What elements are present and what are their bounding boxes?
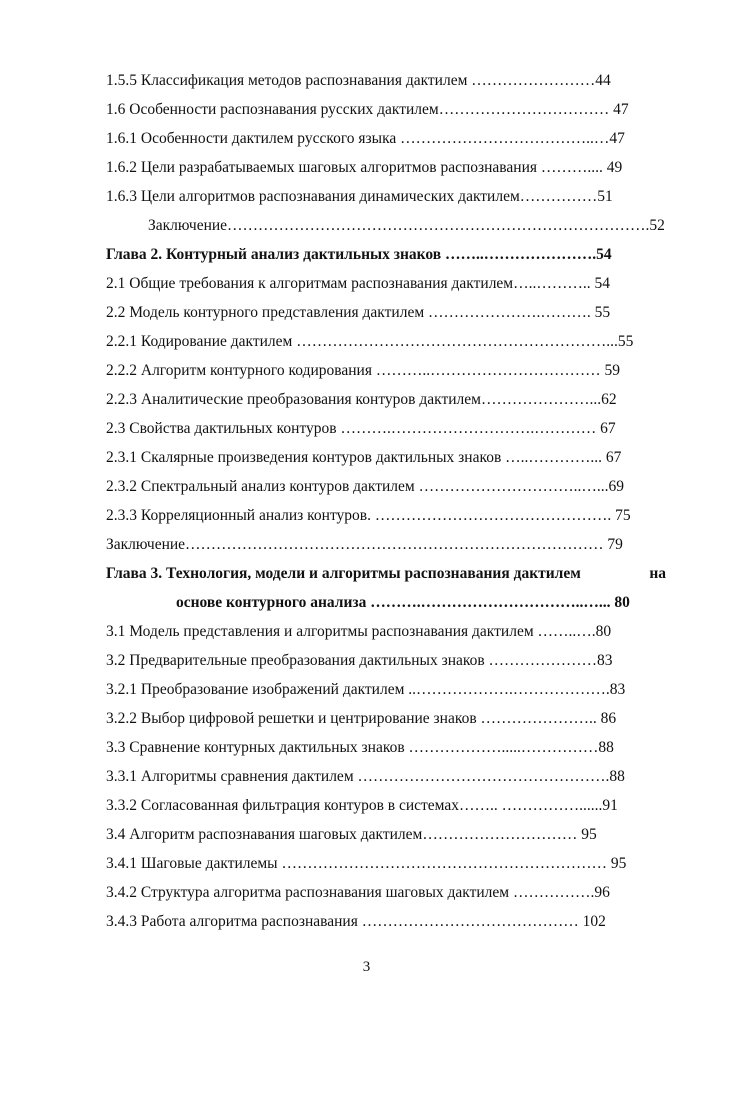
toc-entry-3-4: 3.4 Алгоритм распознавания шаговых дактилем………………………… 95	[106, 826, 597, 843]
toc-entry-1-6: 1.6 Особенности распознавания русских дактилем…………………………… 47	[106, 101, 629, 118]
page-number: 3	[362, 959, 371, 975]
toc-entry-3-2: 3.2 Предварительные преобразования дактильных знаков …………………83	[106, 652, 613, 669]
toc-entry-2-2-3: 2.2.3 Аналитические преобразования контуров дактилем…………………...62	[106, 391, 617, 408]
toc-entry-chapter-3-continued: основе контурного анализа ……….…………………………..…... 80	[176, 594, 630, 611]
table-of-contents	[106, 71, 666, 941]
toc-entry-2-3-3: 2.3.3 Корреляционный анализ контуров. ………………………………………. 75	[106, 507, 631, 524]
toc-entry-3-4-1: 3.4.1 Шаговые дактилемы ……………………………………………………… 95	[106, 855, 627, 872]
toc-entry-3-1: 3.1 Модель представления и алгоритмы распознавания дактилем ……..….80	[106, 623, 612, 640]
toc-entry-1-5-5: 1.5.5 Классификация методов распознавания дактилем ……………………44	[106, 72, 611, 89]
toc-entry-2-3-2: 2.3.2 Спектральный анализ контуров дактилем …………………………..…...69	[106, 478, 624, 495]
toc-entry-2-2-2: 2.2.2 Алгоритм контурного кодирования ………..…………………………… 59	[106, 362, 620, 379]
toc-entry-3-2-2: 3.2.2 Выбор цифровой решетки и центрирование знаков ………………….. 86	[106, 710, 617, 727]
toc-entry-2-2-1: 2.2.1 Кодирование дактилем ……………………………………………………...55	[106, 333, 634, 350]
toc-entry-3-3-1: 3.3.1 Алгоритмы сравнения дактилем ………………………………………….88	[106, 768, 625, 785]
toc-entry-2-2: 2.2 Модель контурного представления дактилем ………………….………. 55	[106, 304, 611, 321]
toc-entry-1-6-1: 1.6.1 Особенности дактилем русского языка ………………………………..…47	[106, 130, 625, 147]
toc-entry-1-6-3: 1.6.3 Цели алгоритмов распознавания динамических дактилем……………51	[106, 188, 613, 205]
toc-entry-conclusion-2: Заключение……………………………………………………………………… 79	[106, 536, 623, 553]
toc-entry-3-3: 3.3 Сравнение контурных дактильных знаков ……………….....……………88	[106, 739, 614, 756]
toc-entry-3-4-2: 3.4.2 Структура алгоритма распознавания шаговых дактилем …………….96	[106, 884, 610, 901]
toc-entry-conclusion-1: Заключение……………………………………………………………………….52	[148, 217, 665, 234]
toc-entry-chapter-3	[106, 564, 666, 593]
toc-entry-3-4-3: 3.4.3 Работа алгоритма распознавания …………………………………… 102	[106, 913, 606, 930]
toc-entry-2-3-1: 2.3.1 Скалярные произведения контуров дактильных знаков …..…………... 67	[106, 449, 622, 466]
toc-entry-chapter-2: Глава 2. Контурный анализ дактильных знаков ……..………………….54	[106, 246, 612, 263]
toc-entry-chapter-3-title-end: на	[649, 565, 666, 582]
toc-entry-chapter-3-title: Глава 3. Технология, модели и алгоритмы распознавания дактилем	[106, 565, 581, 582]
toc-entry-2-3: 2.3 Свойства дактильных контуров ……….……………………….………… 67	[106, 420, 616, 437]
toc-entry-3-2-1: 3.2.1 Преобразование изображений дактилем ..……………….……………….83	[106, 681, 626, 698]
toc-entry-2-1: 2.1 Общие требования к алгоритмам распознавания дактилем…..……….. 54	[106, 275, 610, 292]
toc-entry-3-3-2: 3.3.2 Согласованная фильтрация контуров в системах…….. ……………......91	[106, 797, 618, 814]
toc-entry-1-6-2: 1.6.2 Цели разрабатываемых шаговых алгоритмов распознавания ……….... 49	[106, 159, 623, 176]
